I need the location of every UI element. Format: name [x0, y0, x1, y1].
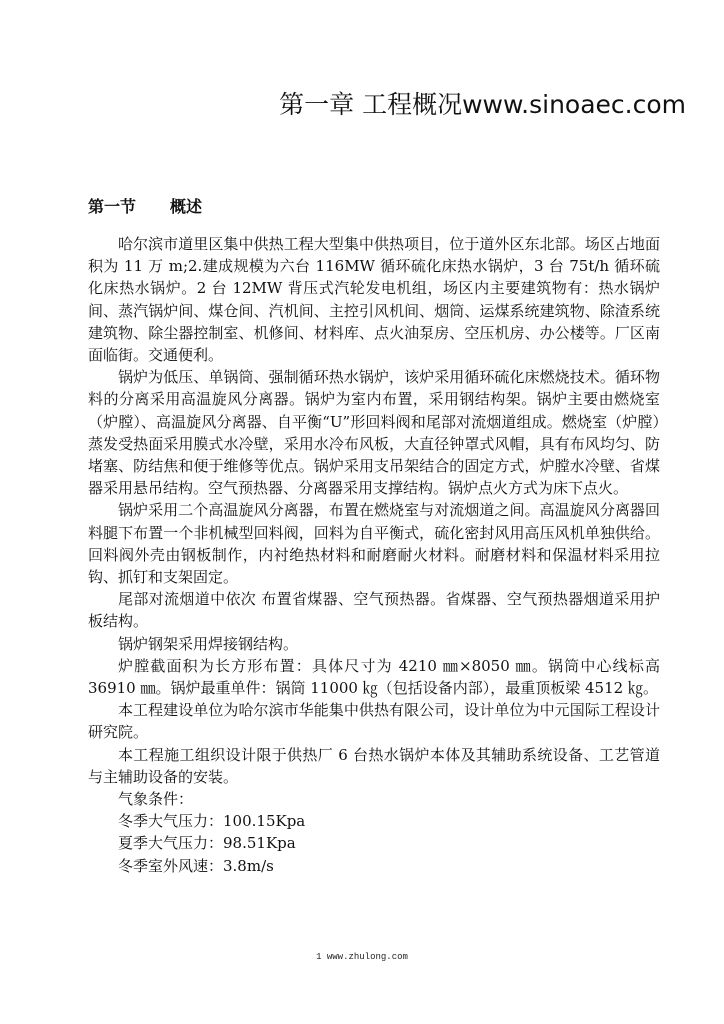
paragraph-tail-flue: 尾部对流烟道中依次 布置省煤器、空气预热器。省煤器、空气预热器烟道采用护板结构。 — [88, 590, 660, 631]
paragraph-overview: 哈尔滨市道里区集中供热工程大型集中供热项目，位于道外区东北部。场区占地面积为 11 万 m;2.建成规模为六台 116MW 循环硫化床热水锅炉，3 台 75t/h 循环硫化床热水锅炉。2 台 12MW 背压式汽轮发电机组，场区内主要建筑物有：热水锅炉间、蒸汽锅炉间、煤仓间、汽机间、主控引风机间、烟筒、运煤系统建筑物、除渣系统建筑物、除尘器控制室、机修间、材料库、点火油泵房、空压机房、办公楼等。厂区南面临街。交通便利。 — [88, 235, 660, 365]
paragraph-steel-frame: 锅炉钢架采用焊接钢结构。 — [118, 634, 299, 653]
paragraph-winter-pressure: 冬季大气压力：100.15Kpa — [118, 812, 306, 831]
section-number: 第一节 — [88, 197, 137, 216]
page-footer: 1 www.zhulong.com — [316, 952, 408, 962]
paragraph-scope: 本工程施工组织设计限于供热厂 6 台热水锅炉本体及其辅助系统设备、工艺管道与主辅助设备的安装。 — [88, 745, 660, 786]
section-heading — [88, 196, 202, 218]
chapter-title: 第一章 工程概况www.sinoaec.com — [279, 90, 686, 119]
paragraph-separator: 锅炉采用二个高温旋风分离器，布置在燃烧室与对流烟道之间。高温旋风分离器回料腿下布置一个非机械型回料阀，回料为自平衡式，硫化密封风用高压风机单独供给。回料阀外壳由钢板制作，内衬绝热材料和耐磨耐火材料。耐磨材料和保温材料采用拉钩、抓钉和支架固定。 — [88, 501, 660, 587]
section-title: 概述 — [170, 197, 203, 216]
paragraph-weather-heading: 气象条件： — [118, 790, 194, 809]
paragraph-summer-pressure: 夏季大气压力：98.51Kpa — [118, 834, 296, 853]
body-text — [88, 233, 660, 877]
paragraph-boiler-design: 锅炉为低压、单锅筒、强制循环热水锅炉，该炉采用循环硫化床燃烧技术。循环物料的分离采用高温旋风分离器。锅炉为室内布置，采用钢结构架。锅炉主要由燃烧室（炉膛）、高温旋风分离器、自平衡“U”形回料阀和尾部对流烟道组成。燃烧室（炉膛）蒸发受热面采用膜式水冷壁，采用水冷布风板，大直径钟罩式风帽，具有布风均匀、防堵塞、防结焦和便于维修等优点。锅炉采用支吊架结合的固定方式，炉膛水冷壁、省煤器采用悬吊结构。空气预热器、分离器采用支撑结构。锅炉点火方式为床下点火。 — [88, 368, 660, 498]
paragraph-furnace-dimensions: 炉膛截面积为长方形布置：具体尺寸为 4210 ㎜×8050 ㎜。锅筒中心线标高 36910 ㎜。锅炉最重单件：锅筒 11000 ㎏（包括设备内部），最重顶板梁 4512 ㎏。 — [88, 656, 660, 698]
paragraph-owner-designer: 本工程建设单位为哈尔滨市华能集中供热有限公司，设计单位为中元国际工程设计研究院。 — [88, 701, 660, 742]
paragraph-winter-wind: 冬季室外风速：3.8m/s — [118, 856, 274, 875]
